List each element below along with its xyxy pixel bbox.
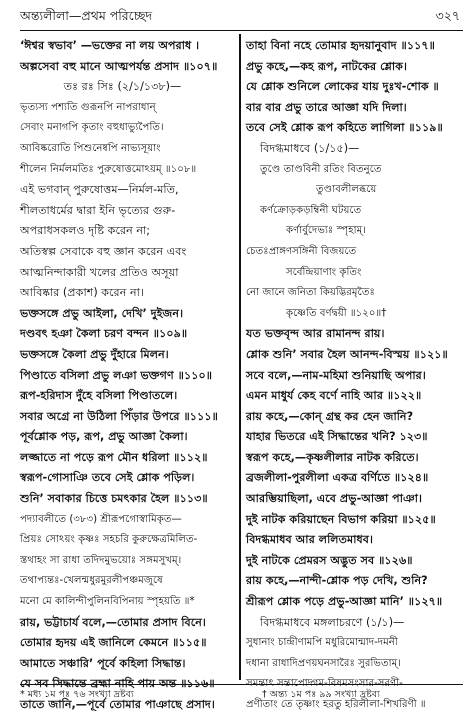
right-text-line: তুণ্ডে তাণ্ডবিনী রতিং বিতনুতে (260, 163, 382, 175)
left-text-line: ‘ঈশ্বর স্বভাব’ —ভক্তের না লয় অপরাধ । (20, 39, 200, 52)
right-text-line: যাহার ভিতরে এই সিদ্ধান্তের খনি? ১২৩॥ (246, 430, 428, 444)
right-text-line: সমন্তাৎ সন্তাপোদ্গম-বিষমসংসার-সরণী- (246, 678, 403, 690)
right-text-line: দুই নাটক করিয়াছেন বিভাগ করিয়া ॥১২৫॥ (246, 512, 436, 526)
header-rule (20, 30, 463, 31)
footer-rule (20, 684, 463, 685)
left-text-line: তঃ রঃ সিঃ (২/১/১৩৮)— (63, 80, 182, 94)
right-text-line: কর্ণার্বুদেভ্যঃ স্পৃহাম্। (286, 225, 366, 237)
left-text-line: যে সব সিদ্ধান্তে ব্রহ্মা নাহি পায় অন্ত ॥১১৬॥ (20, 677, 215, 691)
left-text-line: স্তথাহং সা রাধা তদিদমুভয়োঃ সঙ্গমসুখম্। (20, 554, 182, 566)
right-text-line: তুণ্ডাবলীলব্ধয়ে (316, 184, 377, 196)
right-text-line: তবে সেই শ্লোক রূপ কহিতে লাগিলা ॥১১৯॥ (246, 121, 443, 135)
right-text-line: এমন মাধুর্য কেহ বর্ণে নাহি আর ॥১২২॥ (246, 389, 422, 403)
right-text-line: তাহা বিনা নহে তোমার হৃদয়ানুবাদ ॥১১৭॥ (246, 39, 435, 52)
right-text-line: যত ভক্তবৃন্দ আর রামানন্দ রায়। (246, 327, 385, 341)
left-text-line: প্রিয়ঃ সোঽয়ং কৃষ্ণঃ সহচরি কুরুক্ষেত্রমিলিত- (20, 534, 198, 546)
left-text-line: সবার অগ্রে না উঠিলা পিঁড়ার উপরে ॥১১১॥ (20, 409, 218, 423)
left-text-line: ভক্তসঙ্গে প্রভু আইলা, দেখি’ দুইজন। (20, 306, 184, 320)
right-text-line: প্রভু কহে,—কহ রূপ, নাটকের শ্লোক। (246, 59, 408, 73)
left-text-line: পিণ্ডাতে বসিলা প্রভু লঞা ভক্তগণ ॥১১০॥ (20, 368, 213, 382)
right-text-line: নো জানে জনিতা কিয়দ্ভিরমৃতৈঃ (246, 287, 375, 299)
right-text-line: সবে বলে,—নাম-মহিমা শুনিয়াছি অপার। (246, 368, 426, 382)
right-text-line: শ্রীরূপ শ্লোক পড়ে প্রভু-আজ্ঞা মানি’ ॥১২৭॥ (246, 595, 443, 609)
left-text-line: শুনি’ সবাকার চিত্তে চমৎকার হৈল ॥১১৩॥ (20, 492, 208, 506)
left-text-line: পদ্যাবলীতে (৩৮৩) শ্রীরূপগোস্বামিকৃত— (20, 513, 182, 525)
left-text-line: আবিষ্কার (প্রকাশ) করেন না। (20, 286, 144, 300)
left-text-line: এই ভগবান্ পুরুষোত্তম—নির্মল-মতি, (20, 183, 179, 197)
left-column (20, 36, 225, 716)
left-text-line: মনো মে কালিন্দীপুলিনবিপিনায় স্পৃহয়তি ॥* (20, 596, 195, 608)
left-text-line: শীলেন নির্মলমতিঃ পুরুষোত্তমোঽয়ম্ ॥১০৮॥ (20, 163, 197, 175)
page-number: ৩২৭ (435, 8, 460, 23)
left-text-line: সেবাং মনাগপি কৃতাং বহুধাভ্যুপৈতি। (20, 122, 164, 134)
right-text-line: বিদগ্ধমাধবে মঙ্গলাচরণে (১/১)— (260, 615, 405, 629)
right-text-line: দধানা রাধাদিপ্রণয়ঘনসারৈঃ সুরভিতাম্। (246, 657, 401, 669)
footnote-left: * মধ্য ১ম পঃ ৭৬ সংখ্যা দ্রষ্টব্য (20, 689, 134, 700)
left-text-line: ভৃত্যস্য পশ্যতি গুরূনপি নাপরাধান্ (20, 101, 156, 113)
left-text-line: ভক্তসঙ্গে কৈলা প্রভু দুঁহারে মিলন। (20, 347, 169, 361)
left-text-line: তোমার হৃদয় এই জানিলে কেমনে ॥১১৫॥ (20, 636, 207, 650)
right-text-line: সুধানাং চান্দ্রীণামপি মধুরিমোন্মাদ-দমনী (246, 637, 398, 649)
running-header (20, 8, 460, 30)
left-text-line: আত্মনিন্দাকারী খলের প্রতিও অসূয়া (20, 265, 179, 279)
left-text-line: অল্পসেবা বহু মানে আত্মপর্যন্ত প্রসাদ ॥১০৭॥ (20, 59, 218, 73)
right-text-line: শ্লোক শুনি’ সবার হৈল আনন্দ-বিস্ময় ॥১২১॥ (246, 347, 448, 361)
right-text-line: স্বরূপ কহে,—কৃষ্ণলীলার নাটক করিতে। (246, 450, 419, 464)
right-text-line: বিদগ্ধমাধব আর ললিতমাধব। (246, 533, 373, 547)
left-text-line: রায়, ভট্টাচার্য বলে,—তোমার প্রসাদ বিনে। (20, 615, 206, 629)
right-text-line: ব্রজলীলা-পুরলীলা একত্র বর্ণিতে ॥১২৪॥ (246, 471, 429, 485)
right-text-line: প্রণীতাং তে তৃষ্ণাং হরতু হরিলীলা-শিখরিণী ॥ (246, 699, 426, 710)
column-divider (239, 34, 241, 680)
left-text-line: পূর্বশ্লোক পড়, রূপ, প্রভু আজ্ঞা কৈলা। (20, 430, 188, 444)
right-text-line: চেতঃপ্রাঙ্গণসঙ্গিনী বিজয়তে (246, 245, 357, 257)
left-text-line: তথাপ্যন্তঃ-খেলন্মধুরমুরলীপঞ্চমজুষে (20, 575, 163, 587)
left-text-line: অপরাধসকলও দৃষ্টি করেন না; (20, 224, 151, 238)
right-text-line: সর্বেন্দ্রিয়াণাং কৃতিং (286, 266, 362, 278)
left-text-line: লজ্জাতে না পড়ে রূপ মৌন ধরিলা ॥১১২॥ (20, 450, 208, 464)
right-text-line: বিদগ্ধমাধবে (১/১৫)— (260, 141, 360, 155)
right-text-line: যে শ্লোক শুনিলে লোকের যায় দুঃখ-শোক ॥ (246, 80, 439, 94)
right-column (246, 36, 451, 716)
left-text-line: আবিষ্করোতি পিশুনেষ্বপি নাভ্যসূয়াং (20, 142, 161, 154)
right-text-line: কর্ণক্রোড়কড়ম্বিনী ঘটয়তে (260, 204, 362, 216)
left-text-line: শীলতাধর্মের দ্বারা ইনি ভৃত্যের গুরু- (20, 203, 176, 217)
left-text-line: স্বরূপ-গোসাঞি তবে সেই শ্লোক পড়িল। (20, 471, 195, 485)
left-text-line: দণ্ডবৎ হঞা কৈলা চরণ বন্দন ॥১০৯॥ (20, 327, 188, 341)
left-text-line: অতিস্বল্প সেবাকে বহু জ্ঞান করেন এবং (20, 244, 187, 258)
right-text-line: বার বার প্রভু তারে আজ্ঞা যদি দিলা। (246, 100, 407, 114)
right-text-line: রায় কহে,—নান্দী-শ্লোক পড় দেখি, শুনি? (246, 574, 428, 588)
left-text-line: রূপ-হরিদাস দুঁহে বসিলা পিণ্ডাতলে। (20, 389, 178, 403)
right-text-line: দুই নাটকে প্রেমরস অদ্ভুত সব ॥১২৬॥ (246, 553, 413, 567)
footnote-right: † অন্ত্য ১ম পঃ ৯৯ সংখ্যা দ্রষ্টব্য (262, 689, 380, 700)
right-text-line: রায় কহে,—কোন্ গ্রন্থ কর হেন জানি? (246, 409, 414, 423)
chapter-title: অন্ত্যলীলা—প্রথম পরিচ্ছেদ (20, 8, 153, 23)
right-text-line: আরম্ভিয়াছিলা, এবে প্রভু-আজ্ঞা পাঞা। (246, 492, 423, 506)
left-text-line: আমাতে সঞ্চারি’ পূর্বে কহিলা সিদ্ধান্ত। (20, 656, 186, 670)
right-text-line: কৃষ্ণেতি বর্ণদ্বয়ী ॥১২০॥† (286, 307, 387, 319)
left-text-line: তাতে জানি,—পূর্বে তোমার পাঞাছে প্রসাদ। (20, 698, 215, 711)
